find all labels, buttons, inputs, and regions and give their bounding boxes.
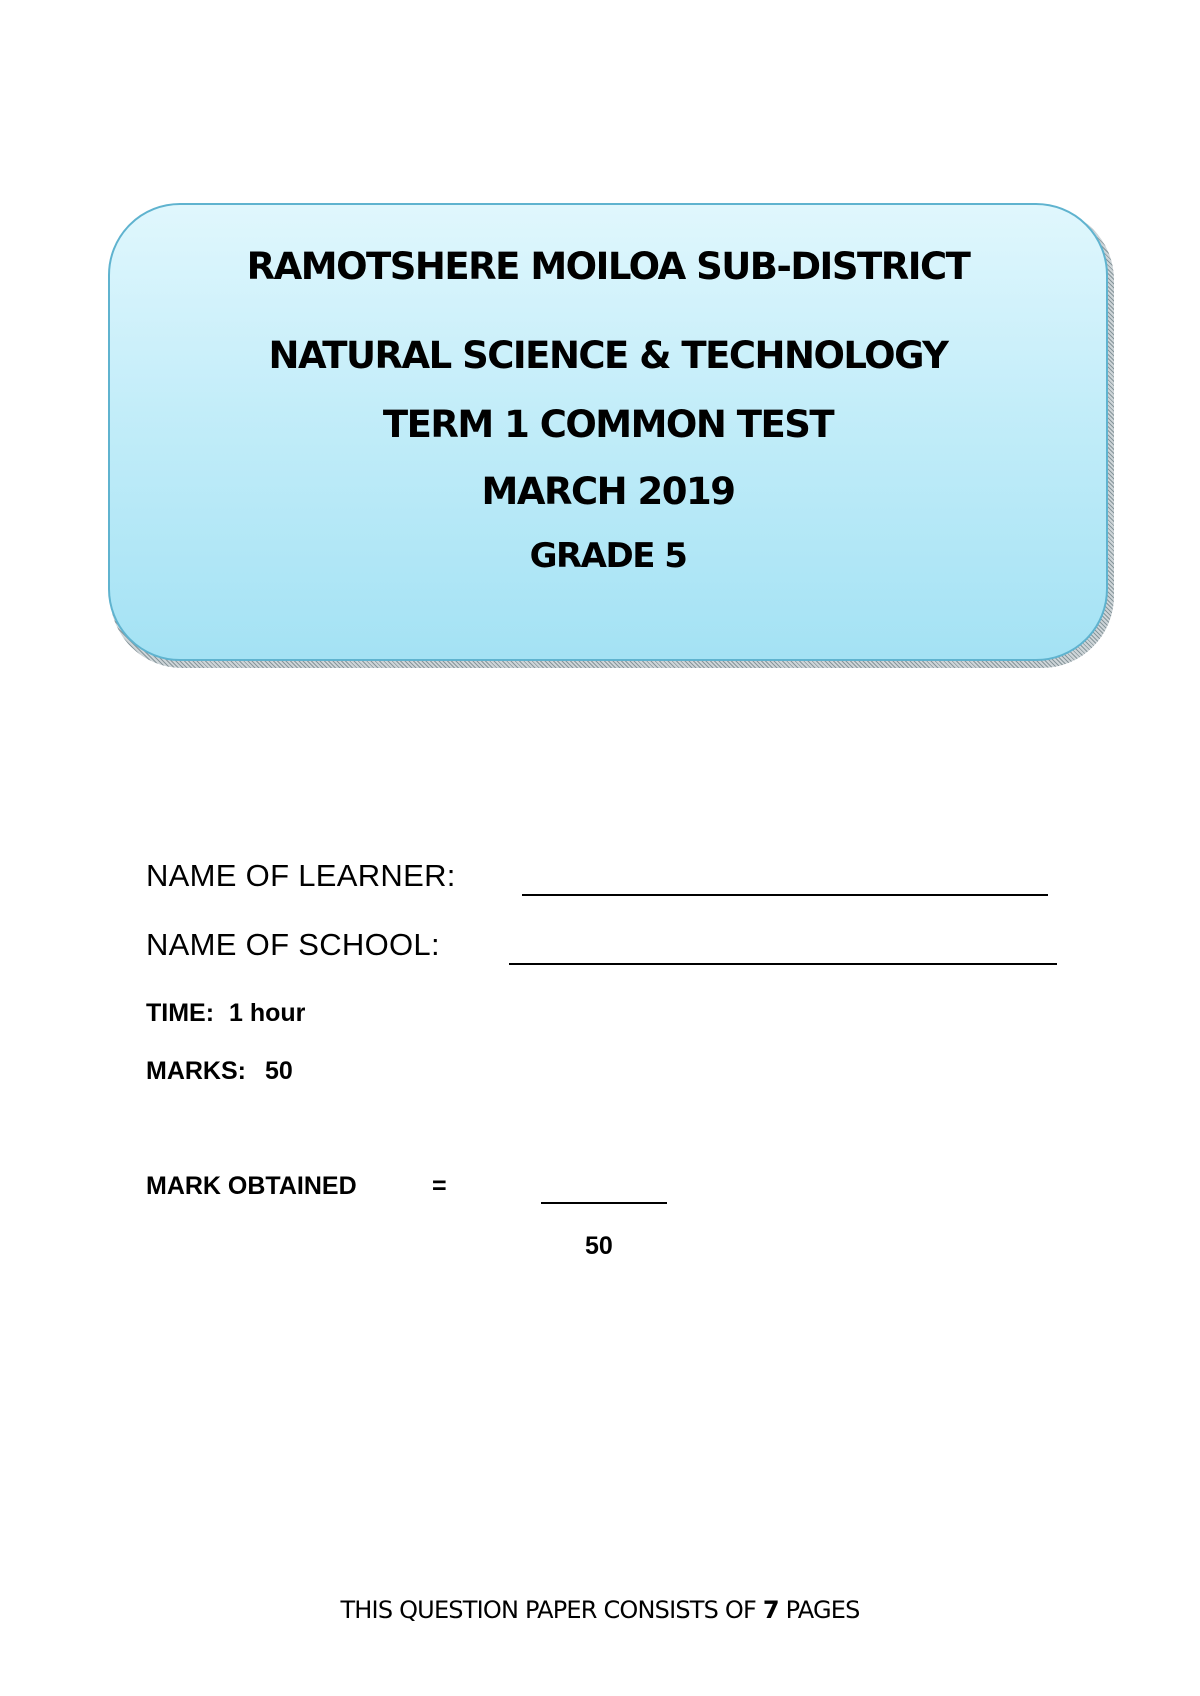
district-title: RAMOTSHERE MOILOA SUB-DISTRICT <box>246 245 970 288</box>
page-count-prefix: THIS QUESTION PAPER CONSISTS OF <box>340 1596 757 1624</box>
test-date: MARCH 2019 <box>481 470 735 513</box>
page-count-number: 7 <box>762 1596 779 1624</box>
page-count-suffix: PAGES <box>785 1596 860 1624</box>
subject-title: NATURAL SCIENCE & TECHNOLOGY <box>268 334 948 377</box>
header-box <box>108 203 1108 661</box>
marks-label: MARKS: <box>146 1057 246 1085</box>
test-title: TERM 1 COMMON TEST <box>382 403 834 446</box>
marks-value: 50 <box>264 1057 293 1085</box>
learner-name-label: NAME OF LEARNER: <box>146 858 456 893</box>
mark-obtained-line[interactable] <box>541 1202 667 1204</box>
learner-name-line[interactable] <box>522 894 1048 896</box>
time-value: 1 hour <box>229 999 306 1027</box>
page-count-note <box>0 1596 1200 1624</box>
grade-title: GRADE 5 <box>529 536 687 576</box>
school-name-label: NAME OF SCHOOL: <box>146 927 440 962</box>
total-marks: 50 <box>585 1232 613 1260</box>
marks-row <box>146 1057 293 1086</box>
time-row <box>146 999 305 1028</box>
time-label: TIME: <box>146 999 215 1027</box>
equals-sign: = <box>432 1172 447 1200</box>
school-name-line[interactable] <box>509 963 1057 965</box>
mark-obtained-label: MARK OBTAINED <box>146 1172 357 1200</box>
